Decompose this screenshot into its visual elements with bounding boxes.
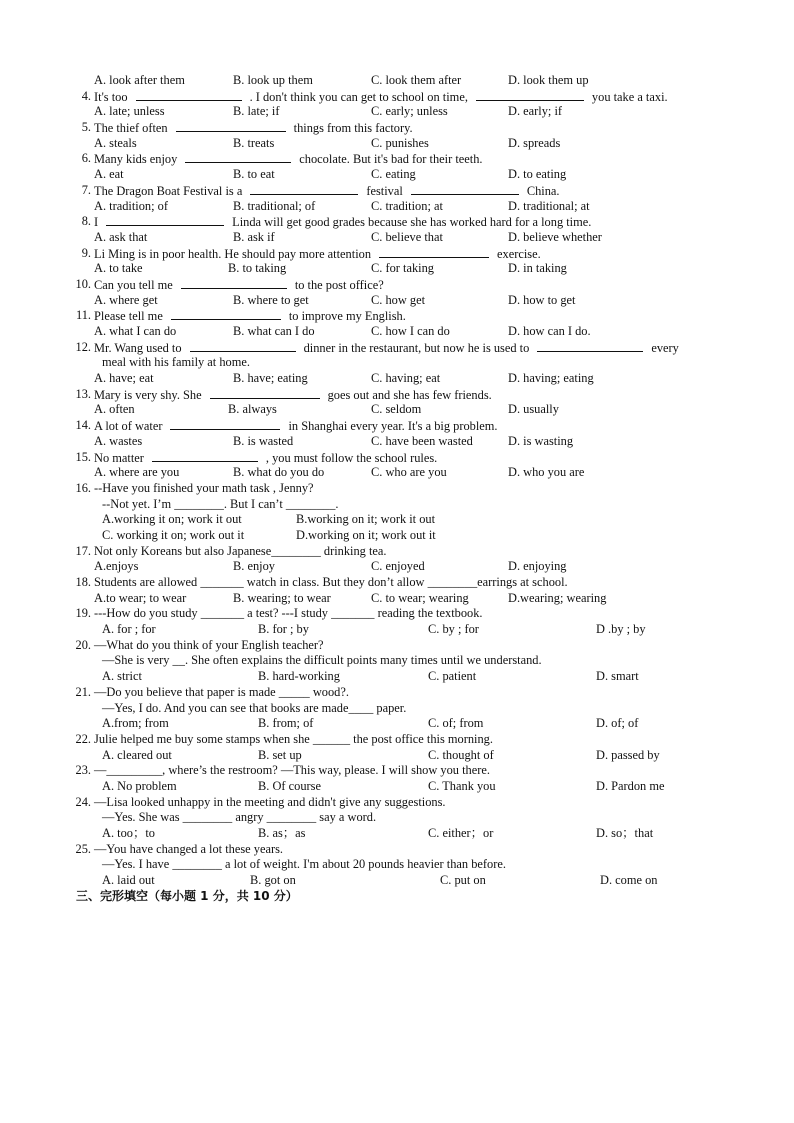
options-row bbox=[0, 434, 794, 450]
answer-option: B.working on it; work it out bbox=[296, 512, 436, 527]
answer-blank bbox=[176, 120, 286, 132]
answer-blank bbox=[250, 183, 358, 195]
text-line bbox=[0, 653, 794, 669]
stem-segment: Many kids enjoy bbox=[94, 152, 178, 167]
answer-blank bbox=[190, 340, 296, 352]
answer-option: B. treats bbox=[233, 135, 275, 150]
options-row bbox=[0, 324, 794, 340]
question-stem bbox=[0, 450, 794, 466]
options-row bbox=[0, 669, 794, 685]
answer-option: D .by ; by bbox=[596, 622, 646, 637]
stem-segment: Linda will get good grades because she has worked hard for a long time. bbox=[232, 215, 592, 230]
answer-option: B. hard-working bbox=[258, 669, 340, 684]
answer-option: B. traditional; of bbox=[233, 198, 316, 213]
answer-option: B. to taking bbox=[228, 261, 287, 276]
question-text bbox=[94, 277, 384, 294]
question-stem bbox=[0, 340, 794, 356]
stem-segment: —What do you think of your English teacher? bbox=[94, 637, 324, 652]
answer-option: D. having; eating bbox=[508, 371, 594, 386]
question-stem bbox=[0, 606, 794, 622]
options-row bbox=[0, 591, 794, 607]
answer-option: A.working it on; work it out bbox=[102, 512, 242, 527]
answer-blank bbox=[171, 308, 281, 320]
answer-option: A. wastes bbox=[94, 433, 143, 448]
stem-segment: Julie helped me buy some stamps when she ______ the post office this morning. bbox=[94, 731, 493, 746]
options-row bbox=[0, 261, 794, 277]
question-number: 23. bbox=[75, 763, 91, 778]
question-continuation: --Not yet. I’m ________. But I can’t ________. bbox=[102, 496, 339, 511]
answer-option: C. of; from bbox=[428, 716, 484, 731]
answer-option: D. spreads bbox=[508, 135, 561, 150]
answer-option: C. either；or bbox=[428, 826, 494, 840]
answer-option: D. to eating bbox=[508, 167, 567, 182]
question-number: 24. bbox=[75, 794, 91, 809]
stem-segment: The Dragon Boat Festival is a bbox=[94, 183, 243, 198]
options-row bbox=[0, 104, 794, 120]
stem-segment: I bbox=[94, 215, 99, 230]
answer-blank bbox=[181, 277, 287, 289]
stem-segment: Students are allowed _______ watch in class. But they don’t allow ________earrings at school. bbox=[94, 575, 568, 589]
question-number: 22. bbox=[75, 731, 91, 746]
question-number: 13. bbox=[75, 386, 91, 401]
question-stem bbox=[0, 387, 794, 403]
stem-segment: —Lisa looked unhappy in the meeting and didn't give any suggestions. bbox=[94, 794, 446, 809]
question-text bbox=[94, 481, 314, 497]
stem-segment: you take a taxi. bbox=[591, 89, 668, 104]
options-row bbox=[0, 559, 794, 575]
answer-option: D. believe whether bbox=[508, 229, 602, 244]
question-number: 7. bbox=[81, 182, 91, 197]
options-row bbox=[0, 230, 794, 246]
question-stem bbox=[0, 308, 794, 324]
options-row bbox=[0, 748, 794, 764]
answer-option: C. by ; for bbox=[428, 622, 479, 637]
question-number: 8. bbox=[81, 214, 91, 229]
options-row bbox=[0, 199, 794, 215]
stem-segment: goes out and she has few friends. bbox=[327, 387, 492, 402]
question-text bbox=[94, 418, 498, 435]
options-row bbox=[0, 528, 794, 544]
answer-option: D. usually bbox=[508, 402, 559, 417]
answer-option: C. seldom bbox=[371, 402, 422, 417]
question-continuation: —Yes. She was ________ angry ________ say a word. bbox=[102, 810, 377, 825]
question-text bbox=[94, 842, 283, 858]
question-number: 5. bbox=[81, 120, 91, 135]
stem-segment: It's too bbox=[94, 89, 128, 104]
stem-segment: things from this factory. bbox=[293, 121, 413, 136]
answer-option: D. enjoying bbox=[508, 559, 567, 574]
answer-option: D. who you are bbox=[508, 465, 585, 480]
question-continuation: —She is very __. She often explains the difficult points many times until we understand. bbox=[102, 653, 542, 668]
answer-option: C. having; eat bbox=[371, 371, 441, 386]
question-text bbox=[94, 308, 406, 325]
question-text bbox=[94, 575, 568, 591]
answer-option: A. where are you bbox=[94, 465, 180, 480]
answer-option: C. early; unless bbox=[371, 104, 448, 119]
stem-segment: exercise. bbox=[497, 246, 541, 261]
options-row bbox=[0, 293, 794, 309]
answer-option: B. ask if bbox=[233, 229, 275, 244]
answer-option: D. smart bbox=[596, 669, 639, 684]
answer-option: A. too；to bbox=[102, 826, 156, 840]
stem-segment: Li Ming is in poor health. He should pay more attention bbox=[94, 246, 372, 261]
question-text bbox=[94, 214, 591, 231]
question-number: 11. bbox=[75, 308, 91, 323]
answer-blank bbox=[210, 387, 320, 399]
options-row bbox=[0, 465, 794, 481]
question-stem bbox=[0, 795, 794, 811]
answer-option: B. to eat bbox=[233, 167, 275, 182]
answer-option: C. to wear; wearing bbox=[371, 590, 469, 605]
answer-blank bbox=[476, 89, 584, 101]
question-number: 14. bbox=[75, 418, 91, 433]
answer-blank bbox=[136, 89, 242, 101]
answer-option: A.enjoys bbox=[94, 559, 139, 574]
answer-option: A. to take bbox=[94, 261, 143, 276]
question-text bbox=[94, 638, 324, 654]
answer-option: B. look up them bbox=[233, 73, 313, 87]
text-line bbox=[0, 497, 794, 513]
question-text bbox=[94, 387, 708, 404]
answer-blank bbox=[537, 340, 643, 352]
stem-segment: Mr. Wang used to bbox=[94, 340, 182, 355]
options-row bbox=[0, 826, 794, 842]
question-text bbox=[94, 732, 493, 748]
text-line bbox=[0, 810, 794, 826]
question-stem bbox=[0, 638, 794, 654]
answer-option: C. have been wasted bbox=[371, 433, 473, 448]
answer-option: D. is wasting bbox=[508, 433, 574, 448]
answer-option: A.to wear; to wear bbox=[94, 590, 187, 605]
stem-segment: The thief often bbox=[94, 121, 168, 136]
answer-option: B. where to get bbox=[233, 292, 309, 307]
question-text bbox=[94, 89, 668, 106]
section-heading: 三、完形填空（每小题 1 分，共 10 分） bbox=[76, 888, 298, 903]
stem-segment: , you must follow the school rules. bbox=[265, 450, 438, 465]
question-number: 16. bbox=[75, 480, 91, 495]
options-row bbox=[0, 716, 794, 732]
stem-segment: Not only Koreans but also Japanese________ drinking tea. bbox=[94, 543, 387, 558]
exam-page bbox=[0, 73, 794, 904]
answer-option: A. steals bbox=[94, 135, 137, 150]
answer-blank bbox=[411, 183, 519, 195]
text-line bbox=[0, 701, 794, 717]
stem-segment: chocolate. But it's bad for their teeth. bbox=[299, 152, 483, 167]
question-text bbox=[94, 246, 541, 263]
answer-option: B. have; eating bbox=[233, 371, 308, 386]
answer-option: D. come on bbox=[600, 873, 658, 888]
answer-blank bbox=[106, 214, 224, 226]
question-text bbox=[94, 685, 349, 701]
stem-segment: Can you tell me bbox=[94, 277, 173, 292]
answer-option: B. is wasted bbox=[233, 433, 294, 448]
options-row bbox=[0, 779, 794, 795]
answer-option: D. Pardon me bbox=[596, 778, 665, 793]
question-stem bbox=[0, 246, 794, 262]
question-continuation: —Yes, I do. And you can see that books are made____ paper. bbox=[102, 700, 407, 715]
answer-option: C. enjoyed bbox=[371, 559, 425, 574]
answer-option: A. where get bbox=[94, 292, 158, 307]
stem-segment: --Have you finished your math task , Jenny? bbox=[94, 480, 314, 495]
answer-option: C. tradition; at bbox=[371, 198, 443, 213]
answer-option: D. traditional; at bbox=[508, 198, 590, 213]
answer-option: A. ask that bbox=[94, 229, 148, 244]
answer-option: A. for ; for bbox=[102, 622, 156, 637]
stem-segment: dinner in the restaurant, but now he is used to bbox=[303, 340, 530, 355]
answer-option: D. passed by bbox=[596, 747, 660, 762]
stem-segment: —You have changed a lot these years. bbox=[94, 841, 284, 856]
question-text bbox=[94, 183, 560, 200]
question-stem bbox=[0, 277, 794, 293]
answer-option: A. what I can do bbox=[94, 324, 177, 338]
stem-segment: in Shanghai every year. It's a big problem. bbox=[288, 419, 498, 434]
answer-blank bbox=[170, 418, 280, 430]
answer-option: C. how get bbox=[371, 292, 426, 307]
question-text bbox=[94, 450, 437, 467]
answer-option: D. of; of bbox=[596, 716, 639, 731]
question-stem bbox=[0, 763, 794, 779]
stem-segment: to improve my English. bbox=[288, 309, 406, 324]
stem-segment: to the post office? bbox=[294, 277, 384, 292]
answer-option: D. look them up bbox=[508, 73, 589, 87]
answer-option: D. in taking bbox=[508, 261, 567, 276]
answer-option: B. Of course bbox=[258, 778, 321, 793]
stem-segment: festival bbox=[366, 183, 403, 198]
answer-option: B. set up bbox=[258, 747, 302, 762]
question-stem bbox=[0, 544, 794, 560]
stem-segment: Mary is very shy. She bbox=[94, 387, 202, 402]
question-stem bbox=[0, 732, 794, 748]
answer-option: B. what can I do bbox=[233, 324, 315, 338]
answer-option: B. what do you do bbox=[233, 465, 325, 480]
stem-segment: A lot of water bbox=[94, 419, 163, 434]
question-number: 4. bbox=[81, 88, 91, 103]
question-number: 15. bbox=[75, 449, 91, 464]
question-text bbox=[94, 340, 679, 357]
question-text bbox=[94, 544, 387, 560]
answer-option: A. late; unless bbox=[94, 104, 165, 119]
answer-option: D. so；that bbox=[596, 826, 654, 840]
options-row bbox=[0, 136, 794, 152]
answer-option: C. patient bbox=[428, 669, 477, 684]
question-number: 10. bbox=[75, 276, 91, 291]
options-row bbox=[0, 73, 794, 89]
question-text bbox=[94, 120, 413, 137]
question-stem bbox=[0, 120, 794, 136]
options-row bbox=[0, 873, 794, 889]
answer-option: B. wearing; to wear bbox=[233, 590, 331, 605]
options-row bbox=[0, 371, 794, 387]
stem-segment: —_________, where’s the restroom? —This way, please. I will show you there. bbox=[94, 763, 490, 778]
question-stem bbox=[0, 214, 794, 230]
question-continuation: —Yes. I have ________ a lot of weight. I'm about 20 pounds heavier than before. bbox=[102, 857, 506, 872]
question-number: 18. bbox=[75, 575, 91, 589]
answer-option: C. Thank you bbox=[428, 778, 496, 793]
question-text bbox=[94, 151, 483, 168]
stem-segment: China. bbox=[526, 183, 560, 198]
options-row bbox=[0, 512, 794, 528]
answer-option: B. as；as bbox=[258, 826, 306, 840]
options-row bbox=[0, 622, 794, 638]
question-text bbox=[94, 606, 483, 622]
answer-blank bbox=[185, 151, 291, 163]
stem-segment: ---How do you study _______ a test? ---I study _______ reading the textbook. bbox=[94, 606, 483, 621]
options-row bbox=[0, 402, 794, 418]
answer-option: B. got on bbox=[250, 873, 296, 888]
answer-option: D.wearing; wearing bbox=[508, 590, 607, 605]
question-number: 17. bbox=[75, 543, 91, 558]
stem-segment: —Do you believe that paper is made _____ wood?. bbox=[94, 684, 349, 699]
question-number: 25. bbox=[75, 841, 91, 856]
question-continuation: meal with his family at home. bbox=[102, 355, 250, 370]
answer-option: A. tradition; of bbox=[94, 198, 168, 213]
answer-option: A.from; from bbox=[102, 716, 169, 731]
answer-option: A. have; eat bbox=[94, 371, 154, 386]
answer-option: B. for ; by bbox=[258, 622, 309, 637]
answer-blank bbox=[379, 246, 489, 258]
question-number: 12. bbox=[75, 339, 91, 354]
question-stem bbox=[0, 842, 794, 858]
answer-blank bbox=[152, 450, 258, 462]
answer-option: A. strict bbox=[102, 669, 142, 684]
answer-option: A. eat bbox=[94, 167, 124, 182]
question-number: 21. bbox=[75, 684, 91, 699]
answer-option: C. look them after bbox=[371, 73, 462, 87]
answer-option: A. often bbox=[94, 402, 135, 417]
question-stem bbox=[0, 481, 794, 497]
answer-option: D. how to get bbox=[508, 292, 576, 307]
question-stem bbox=[0, 183, 794, 199]
text-line bbox=[0, 355, 794, 371]
answer-option: B. always bbox=[228, 402, 277, 417]
answer-option: C. punishes bbox=[371, 135, 429, 150]
stem-segment: . I don't think you can get to school on time, bbox=[249, 89, 468, 104]
answer-option: C. believe that bbox=[371, 229, 443, 244]
question-number: 9. bbox=[81, 245, 91, 260]
question-text bbox=[94, 763, 490, 779]
answer-option: B. enjoy bbox=[233, 559, 275, 574]
answer-option: C. how I can do bbox=[371, 324, 450, 338]
question-stem bbox=[0, 89, 794, 105]
question-text bbox=[94, 795, 446, 811]
answer-option: D. early; if bbox=[508, 104, 563, 119]
answer-option: B. from; of bbox=[258, 716, 314, 731]
answer-option: C. working it on; work out it bbox=[102, 527, 245, 542]
question-stem bbox=[0, 418, 794, 434]
stem-segment: Please tell me bbox=[94, 309, 163, 324]
answer-option: B. late; if bbox=[233, 104, 280, 119]
stem-segment: every bbox=[651, 340, 679, 355]
options-row bbox=[0, 167, 794, 183]
stem-segment: No matter bbox=[94, 450, 144, 465]
question-number: 19. bbox=[75, 606, 91, 621]
text-line bbox=[0, 857, 794, 873]
answer-option: C. for taking bbox=[371, 261, 434, 276]
question-number: 6. bbox=[81, 151, 91, 166]
answer-option: D. how can I do. bbox=[508, 324, 591, 338]
answer-option: A. cleared out bbox=[102, 747, 172, 762]
answer-option: A. laid out bbox=[102, 873, 155, 888]
question-stem bbox=[0, 151, 794, 167]
answer-option: C. put on bbox=[440, 873, 486, 888]
answer-option: D.working on it; work out it bbox=[296, 527, 436, 542]
question-stem bbox=[0, 575, 794, 591]
answer-option: C. thought of bbox=[428, 747, 494, 762]
answer-option: C. eating bbox=[371, 167, 416, 182]
answer-option: A. No problem bbox=[102, 778, 177, 793]
question-number: 20. bbox=[75, 637, 91, 652]
text-line bbox=[0, 889, 794, 905]
answer-option: C. who are you bbox=[371, 465, 447, 480]
question-stem bbox=[0, 685, 794, 701]
answer-option: A. look after them bbox=[94, 73, 185, 87]
